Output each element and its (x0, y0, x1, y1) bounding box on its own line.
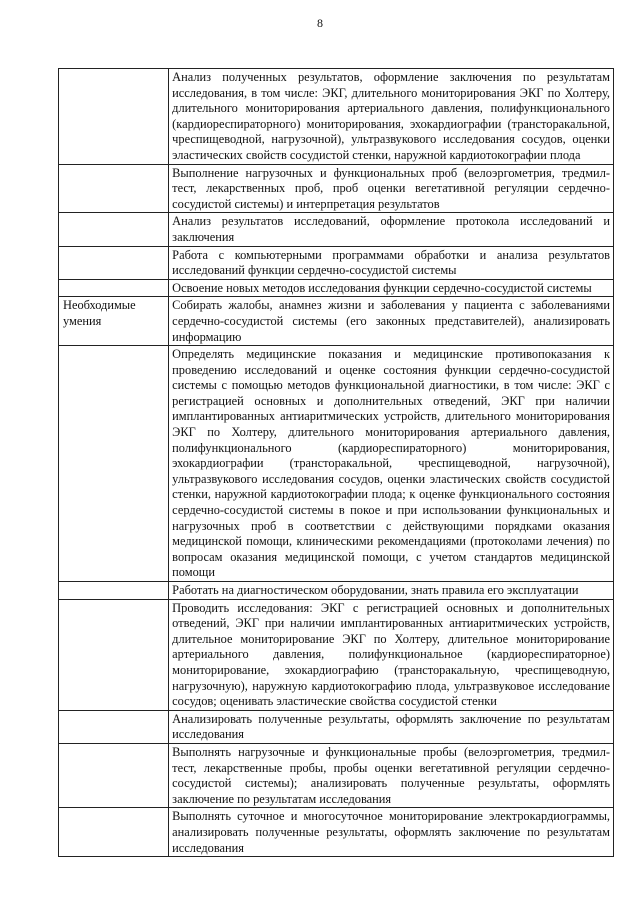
row-description-cell: Анализ результатов исследований, оформление протокола исследований и заключения (169, 213, 614, 246)
row-description-cell: Освоение новых методов исследования функции сердечно-сосудистой системы (169, 279, 614, 297)
row-description-cell: Определять медицинские показания и медицинские противопоказания к проведению исследований и оценке состояния функции сердечно-сосудистой системы с помощью методов функциональной диагностики, в том числе: ЭКГ с регистрацией основных и дополнительных отведений, ЭКГ при наличии имплантированных антиаритмических устройств, длительного мониторирования ЭКГ по Холтеру, длительного мониторирования артериального давления, полифункционального (кардиореспираторного) мониторирования, эхокардиографии (трансторакальной, чреспищеводной, нагрузочной), ультразвукового исследования сосудов, оценки эластических свойств сосудистой стенки, наружной кардиотокографии плода; к оценке функционального состояния сердечно-сосудистой системы в покое и при использовании функциональных и нагрузочных проб в соответствии с действующими порядками оказания медицинской помощи, клиническими рекомендациями (протоколами лечения) по вопросам оказания медицинской помощи, с учетом стандартов медицинской помощи (169, 346, 614, 582)
row-category-cell: Необходимые умения (59, 297, 169, 346)
row-category-cell (59, 279, 169, 297)
requirements-table (58, 68, 614, 857)
row-category-cell (59, 808, 169, 857)
page-number: 8 (317, 16, 323, 30)
table-row (59, 743, 614, 807)
table-row (59, 710, 614, 743)
row-category-cell (59, 582, 169, 600)
table-row (59, 346, 614, 582)
row-description-cell: Проводить исследования: ЭКГ с регистрацией основных и дополнительных отведений, ЭКГ при наличии имплантированных антиаритмических устройств, длительное мониторирование ЭКГ по Холтеру, длительное мониторирование артериального давления, полифункциональное (кардиореспираторное) мониторирование, эхокардиографию (трансторакальную, чреспищеводную, нагрузочную), наружную кардиотокографию плода, ультразвуковое исследование сосудов; оценивать эластические свойства сосудистой стенки (169, 599, 614, 710)
row-description-cell: Выполнять нагрузочные и функциональные пробы (велоэргометрия, тредмил-тест, лекарственные пробы, пробы оценки вегетативной регуляции сердечно-сосудистой системы); анализировать полученные результаты, оформлять заключение по результатам исследования (169, 743, 614, 807)
row-description-cell: Анализ полученных результатов, оформление заключения по результатам исследования, в том числе: ЭКГ, длительного мониторирования ЭКГ по Холтеру, длительного мониторирования артериального давления, полифункционального (кардиореспираторного) мониторирования, эхокардиографии (трансторакальной, чреспищеводной, нагрузочной), ультразвукового исследования сосудов, оценки эластических свойств сосудистой стенки, наружной кардиотокографии плода (169, 69, 614, 165)
row-description-cell: Собирать жалобы, анамнез жизни и заболевания у пациента с заболеваниями сердечно-сосудистой системы (его законных представителей), анализировать информацию (169, 297, 614, 346)
row-category-cell (59, 246, 169, 279)
table-row (59, 213, 614, 246)
table-row (59, 246, 614, 279)
table-row (59, 808, 614, 857)
table-row (59, 297, 614, 346)
table-row (59, 69, 614, 165)
row-category-cell (59, 164, 169, 213)
table-row (59, 164, 614, 213)
row-category-cell (59, 69, 169, 165)
row-description-cell: Анализировать полученные результаты, оформлять заключение по результатам исследования (169, 710, 614, 743)
table-row (59, 582, 614, 600)
row-category-cell (59, 346, 169, 582)
row-description-cell: Выполнять суточное и многосуточное мониторирование электрокардиограммы, анализировать полученные результаты, оформлять заключение по результатам исследования (169, 808, 614, 857)
table-row (59, 599, 614, 710)
row-category-cell (59, 599, 169, 710)
row-description-cell: Работать на диагностическом оборудовании, знать правила его эксплуатации (169, 582, 614, 600)
row-description-cell: Выполнение нагрузочных и функциональных проб (велоэргометрия, тредмил-тест, лекарственных проб, проб оценки вегетативной регуляции сердечно-сосудистой системы) и интерпретация результатов (169, 164, 614, 213)
table-row (59, 279, 614, 297)
row-category-cell (59, 213, 169, 246)
row-description-cell: Работа с компьютерными программами обработки и анализа результатов исследований функции сердечно-сосудистой системы (169, 246, 614, 279)
row-category-cell (59, 710, 169, 743)
row-category-cell (59, 743, 169, 807)
